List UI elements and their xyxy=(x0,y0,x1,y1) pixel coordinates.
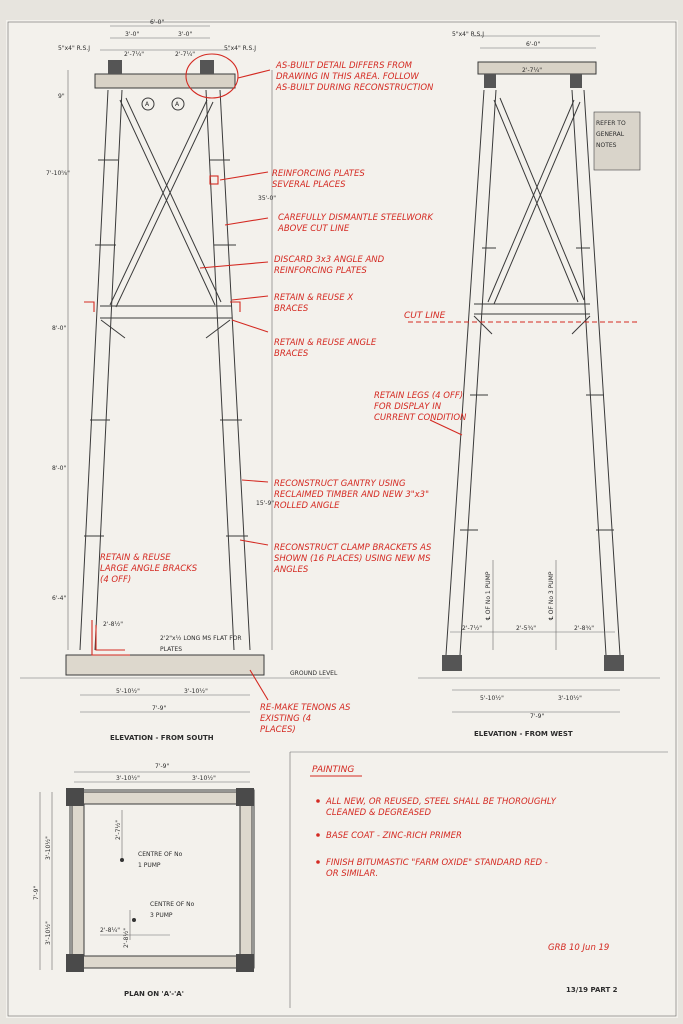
west-base-left: 5'-10½" xyxy=(480,695,504,702)
plan-pump3-v: 2'-8½" xyxy=(123,927,130,948)
section-a-marker: A xyxy=(145,101,150,108)
plan-left-total: 7'-9" xyxy=(33,885,40,900)
south-top-left: 3'-0" xyxy=(125,31,140,38)
west-rsj: 5"x4" R.S.J xyxy=(452,31,484,38)
west-pump3: ℄ OF No 3 PUMP xyxy=(548,571,555,620)
note-remake-tenons: RE-MAKE TENONS AS EXISTING (4 PLACES) xyxy=(260,703,351,735)
plan-left-lower: 3'-10½" xyxy=(45,921,52,945)
note-retain-reuse: RETAIN & REUSE X BRACES xyxy=(274,293,354,314)
south-base-total: 7'-9" xyxy=(152,705,167,712)
south-v5: 6'-4" xyxy=(52,595,67,602)
plan-top: 7'-9" xyxy=(155,763,170,770)
note-retain-angle: RETAIN & REUSE ANGLE BRACES xyxy=(274,338,377,359)
painting-item-1: ALL NEW, OR REUSED, STEEL SHALL BE THOROUGHLY CLEANED & DEGREASED xyxy=(326,797,556,818)
plan-top-left: 3'-10½" xyxy=(116,775,140,782)
drawing-ref: 13/19 PART 2 xyxy=(566,986,618,994)
note-retain-large: RETAIN & REUSE LARGE ANGLE BRACKS (4 OFF) xyxy=(100,553,198,585)
plan-centre1: CENTRE OF No 1 PUMP xyxy=(138,851,183,869)
note-reconstruct-gantry: RECONSTRUCT GANTRY USING RECLAIMED TIMBER AND NEW 3"x3" ROLLED ANGLE xyxy=(274,479,429,511)
painting-heading: PAINTING xyxy=(312,765,355,775)
south-title: ELEVATION - FROM SOUTH xyxy=(110,734,214,742)
south-v2: 7'-10⅝" xyxy=(46,170,70,177)
note-discard: DISCARD 3x3 ANGLE AND REINFORCING PLATES xyxy=(274,255,385,276)
south-h-lower: 15'-9" xyxy=(256,500,275,507)
plan-top-right: 3'-10½" xyxy=(192,775,216,782)
section-a-marker-2: A xyxy=(175,101,180,108)
west-base-total: 7'-9" xyxy=(530,713,545,720)
note-as-built: AS-BUILT DETAIL DIFFERS FROM DRAWING IN THIS AREA. FOLLOW AS-BUILT DURING RECONSTRUCTION xyxy=(276,61,434,93)
note-reconstruct-clamp: RECONSTRUCT CLAMP BRACKETS AS SHOWN (16 PLACES) USING NEW MS ANGLES xyxy=(274,543,432,575)
south-height: 35'-0" xyxy=(258,195,277,202)
south-flat-plates: 2'2"x½ LONG MS FLAT FOR PLATES xyxy=(160,635,242,653)
west-d2: 2'-5¾" xyxy=(516,625,537,632)
south-v4: 8'-0" xyxy=(52,465,67,472)
painting-item-2: BASE COAT - ZINC-RICH PRIMER xyxy=(326,831,462,841)
west-title: ELEVATION - FROM WEST xyxy=(474,730,573,738)
south-ground: GROUND LEVEL xyxy=(290,670,338,677)
south-v3: 8'-0" xyxy=(52,325,67,332)
plan-title: PLAN ON 'A'-'A' xyxy=(124,990,184,998)
south-rsj-right: 5"x4" R.S.J xyxy=(224,45,256,52)
west-d1: 2'-7½" xyxy=(462,625,483,632)
west-pump1: ℄ OF No 1 PUMP xyxy=(485,571,492,620)
plan-centre3: CENTRE OF No 3 PUMP xyxy=(150,901,195,919)
south-inner-right: 2'-7¼" xyxy=(175,51,196,58)
west-base-right: 3'-10½" xyxy=(558,695,582,702)
south-base-right: 3'-10½" xyxy=(184,688,208,695)
south-v1: 9" xyxy=(58,93,65,100)
west-d3: 2'-8¾" xyxy=(574,625,595,632)
south-base-left: 5'-10½" xyxy=(116,688,140,695)
west-inner: 2'-7¼" xyxy=(522,67,543,74)
plan-pump1-offset: 2'-7½" xyxy=(115,819,122,840)
south-inner-left: 2'-7¼" xyxy=(124,51,145,58)
south-rsj-left: 5"x4" R.S.J xyxy=(58,45,90,52)
note-dismantle: CAREFULLY DISMANTLE STEELWORK ABOVE CUT LINE xyxy=(278,213,433,234)
painting-item-3: FINISH BITUMASTIC "FARM OXIDE" STANDARD RED -OR SIMILAR. xyxy=(326,858,548,879)
west-top: 6'-0" xyxy=(526,41,541,48)
west-stamp: REFER TO GENERAL NOTES xyxy=(596,120,626,149)
note-cut-line: CUT LINE xyxy=(404,311,446,321)
signature: GRB 10 Jun 19 xyxy=(548,943,610,953)
note-reinforcing: REINFORCING PLATES SEVERAL PLACES xyxy=(272,169,365,190)
south-top-right: 3'-0" xyxy=(178,31,193,38)
south-bracket: 2'-8½" xyxy=(103,621,124,628)
plan-pump3-h: 2'-8¼" xyxy=(100,927,121,934)
plan-left-upper: 3'-10½" xyxy=(45,836,52,860)
note-retain-legs: RETAIN LEGS (4 OFF) FOR DISPLAY IN CURRENT CONDITION xyxy=(374,391,467,423)
south-top-overall: 6'-0" xyxy=(150,19,165,26)
